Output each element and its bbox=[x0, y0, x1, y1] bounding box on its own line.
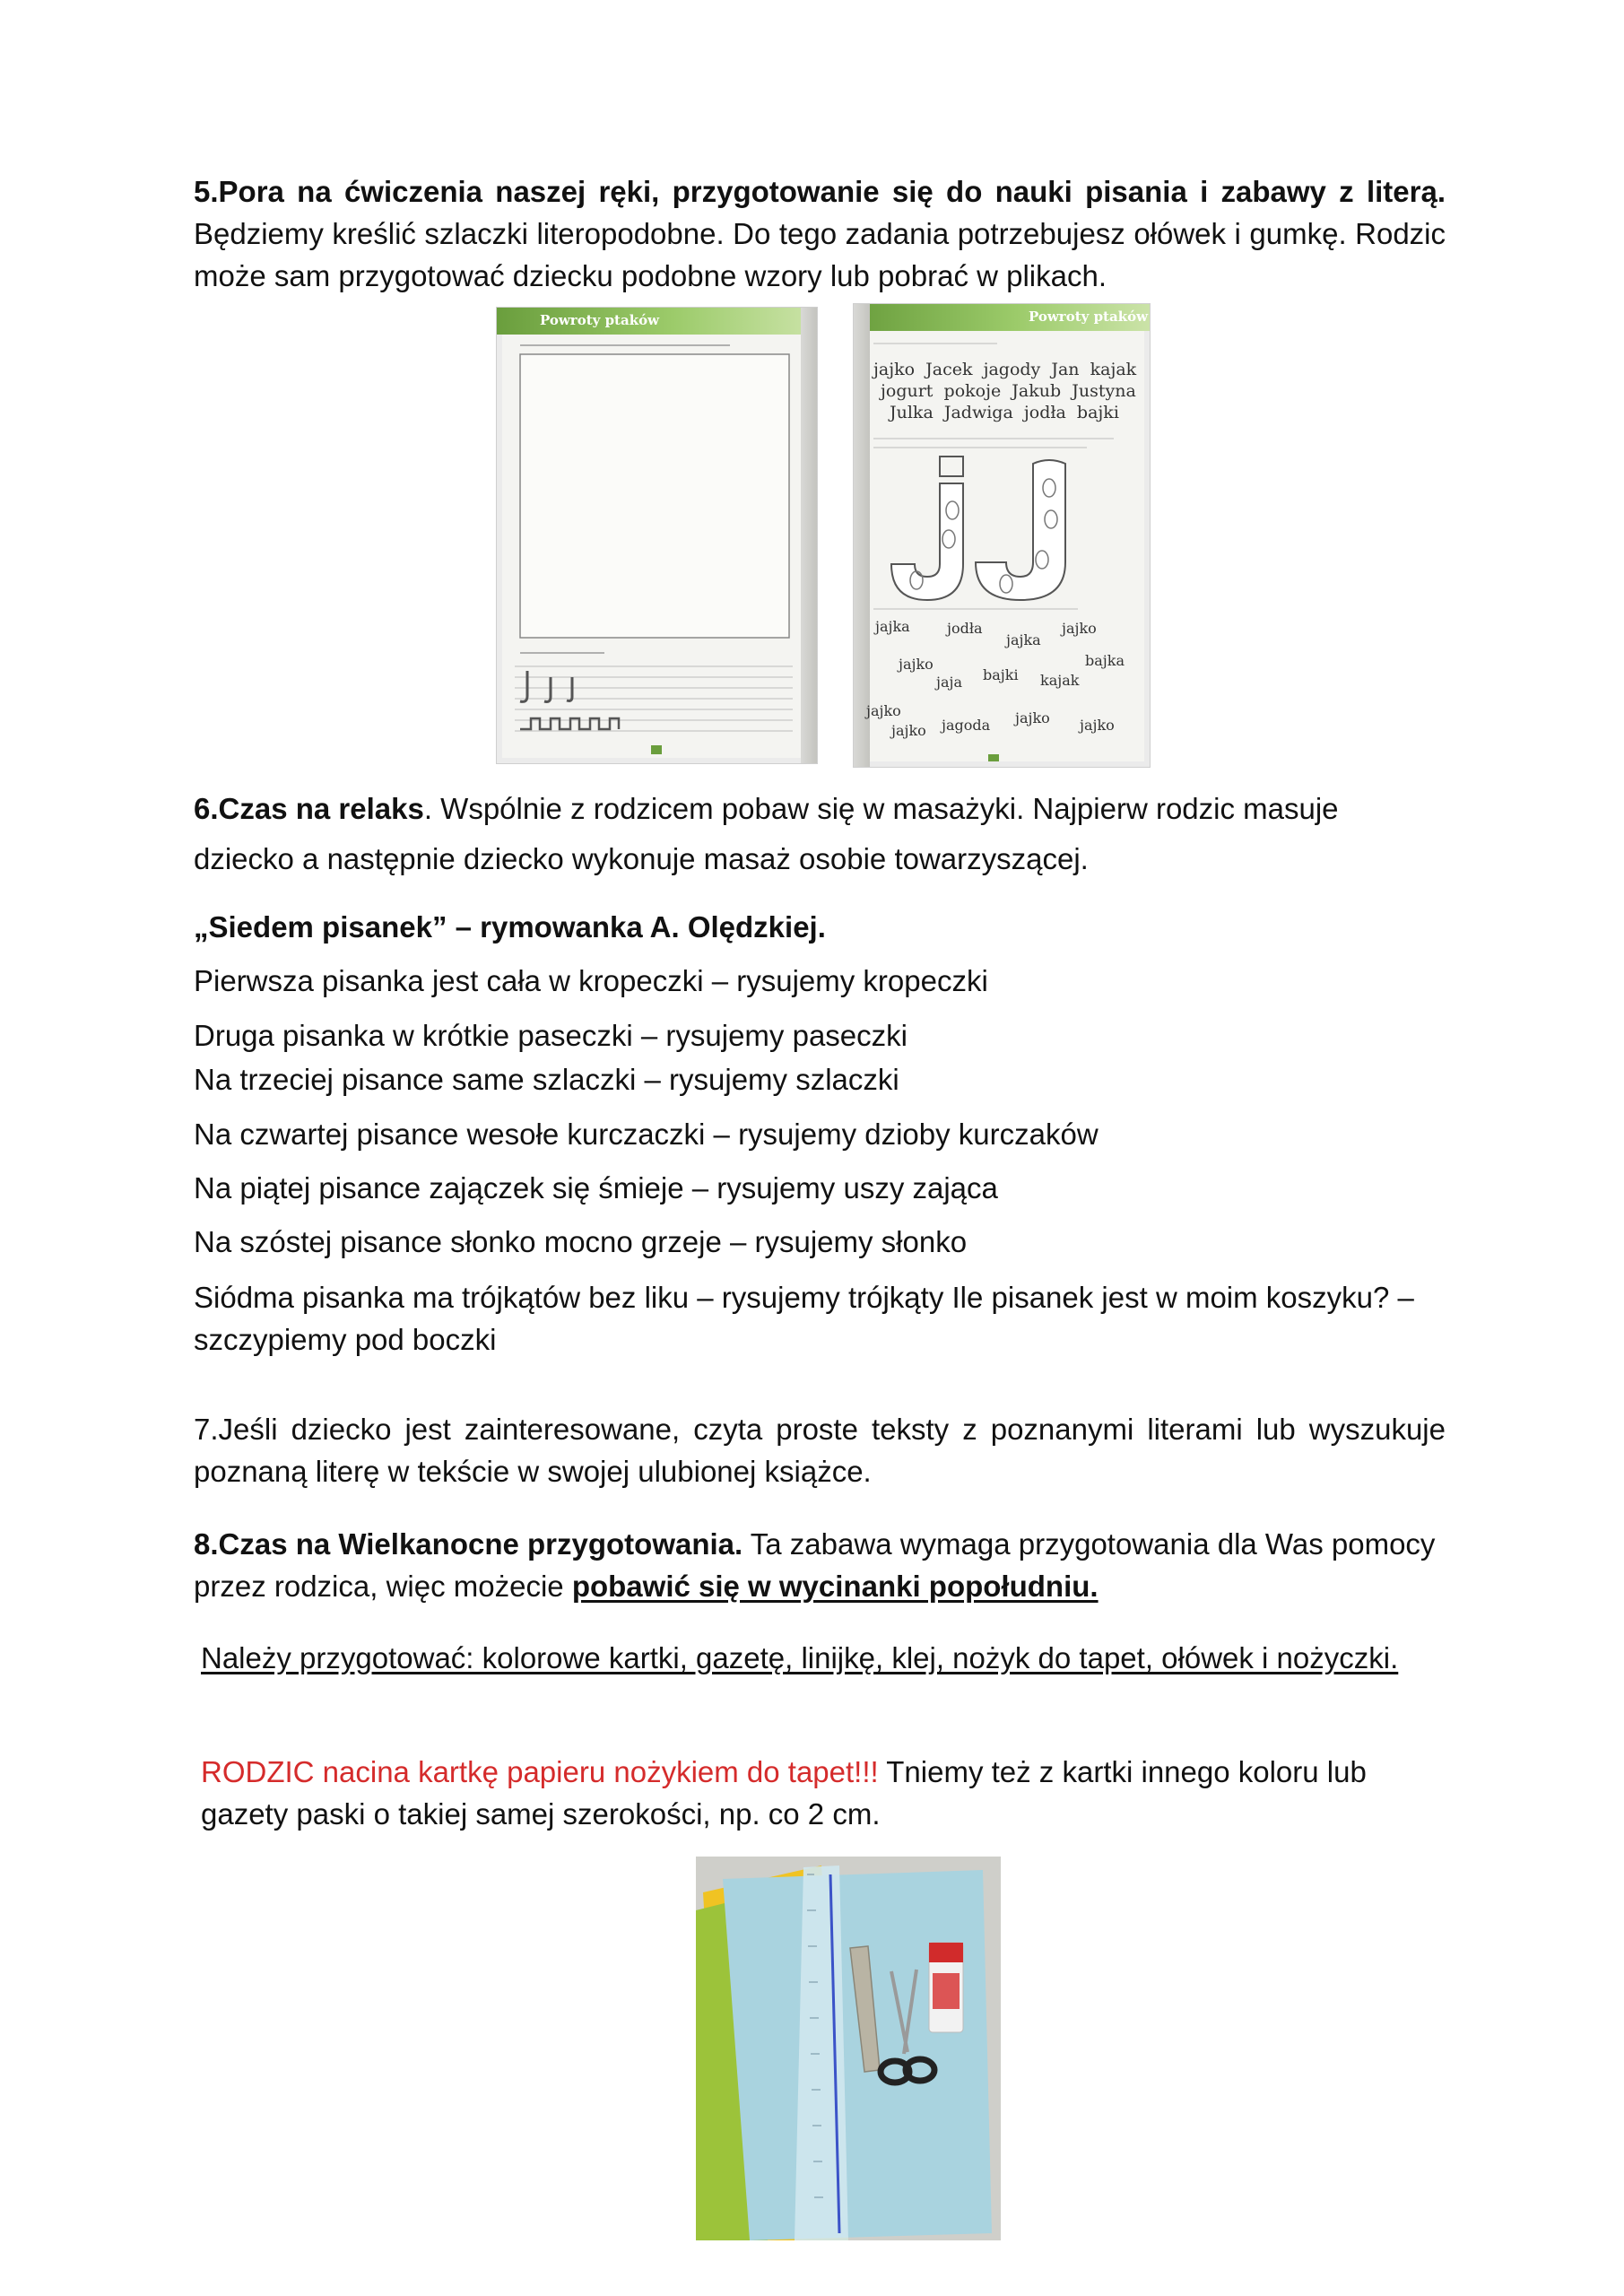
poem-title: „Siedem pisanek” – rymowanka A. Olędzkiej. bbox=[194, 910, 826, 944]
poem-line: Pierwsza pisanka jest cała w kropeczki – rysujemy kropeczki bbox=[194, 964, 988, 997]
poem-line: Na trzeciej pisance same szlaczki – rysujemy szlaczki bbox=[194, 1063, 899, 1096]
workbook-word: jajka bbox=[1006, 631, 1041, 648]
workbook-word: kajak bbox=[1040, 672, 1080, 689]
section-8-heading: 8.Czas na Wielkanocne przygotowania. bbox=[194, 1527, 743, 1561]
instruction-text: Tniemy też z kartki innego koloru lub gazety paski o takiej samej szerokości, np. co 2 cm. bbox=[201, 1755, 1367, 1831]
section-8-emphasis: pobawić się w wycinanki popołudniu. bbox=[571, 1570, 1099, 1603]
workbook-left-title: Powroty ptaków bbox=[540, 312, 660, 328]
workbook-left-drawing bbox=[497, 308, 817, 763]
workbook-word: jaja bbox=[936, 674, 962, 691]
section-8-instruction-paragraph bbox=[194, 1751, 1446, 1835]
section-6-paragraph bbox=[194, 784, 1446, 884]
workbook-word: jagoda bbox=[942, 717, 991, 734]
workbook-page-right-image bbox=[853, 303, 1151, 768]
poem-line: Na czwartej pisance wesołe kurczaczki – rysujemy dzioby kurczaków bbox=[194, 1118, 1099, 1151]
workbook-word: jajka bbox=[875, 618, 910, 635]
section-8-body: Ta zabawa wymaga przygotowania dla Was pomocy przez rodzica, więc możecie bbox=[194, 1527, 1436, 1603]
workbook-right-title: Powroty ptaków bbox=[1029, 309, 1149, 325]
workbook-word-row: jajko Jacek jagody Jan kajak bbox=[873, 360, 1137, 379]
warning-text: RODZIC nacina kartkę papieru nożykiem do tapet!!! bbox=[201, 1755, 879, 1788]
workbook-page-left-image bbox=[496, 307, 818, 764]
craft-supplies-drawing bbox=[696, 1857, 1001, 2240]
workbook-word: bajki bbox=[983, 666, 1019, 683]
materials-list: Należy przygotować: kolorowe kartki, gazetę, linijkę, klej, nożyk do tapet, ołówek i nożyczki. bbox=[201, 1641, 1399, 1674]
craft-supplies-photo bbox=[696, 1857, 1001, 2240]
poem-line: Druga pisanka w krótkie paseczki – rysujemy paseczki bbox=[194, 1019, 908, 1052]
poem-line: Na piątej pisance zajączek się śmieje – rysujemy uszy zająca bbox=[194, 1171, 998, 1205]
section-6-body-line-1: . Wspólnie z rodzicem pobaw się w masażyki. Najpierw rodzic masuje bbox=[423, 792, 1339, 825]
workbook-word-row: jogurt pokoje Jakub Justyna bbox=[881, 381, 1136, 401]
section-6-body-line-2: dziecko a następnie dziecko wykonuje masaż osobie towarzyszącej. bbox=[194, 842, 1089, 875]
workbook-word: jajko bbox=[866, 702, 901, 719]
workbook-word-row: Julka Jadwiga jodła bajki bbox=[890, 403, 1119, 422]
workbook-letter-j-drawing bbox=[854, 304, 1150, 767]
workbook-word: jajko bbox=[1015, 709, 1050, 726]
section-5-body: Będziemy kreślić szlaczki literopodobne. Do tego zadania potrzebujesz ołówek i gumkę. Rodzic może sam przygotować dziecku podobne wzory lub pobrać w plikach. bbox=[194, 217, 1446, 292]
workbook-word: jajko bbox=[899, 656, 934, 673]
workbook-word: bajka bbox=[1085, 652, 1125, 669]
workbook-word: jajko bbox=[1080, 717, 1115, 734]
poem-line: Siódma pisanka ma trójkątów bez liku – rysujemy trójkąty Ile pisanek jest w moim koszyku? – szczypiemy pod boczki bbox=[194, 1281, 1414, 1356]
section-7-paragraph: 7.Jeśli dziecko jest zainteresowane, czyta proste teksty z poznanymi literami lub wyszukuje poznaną literę w tekście w swojej ulubionej książce. bbox=[194, 1413, 1446, 1488]
poem-line: Na szóstej pisance słonko mocno grzeje – rysujemy słonko bbox=[194, 1225, 968, 1258]
workbook-word: jajko bbox=[1062, 620, 1097, 637]
workbook-word: jodła bbox=[947, 620, 983, 637]
workbook-word: jajko bbox=[891, 722, 926, 739]
section-5-paragraph bbox=[194, 170, 1446, 297]
section-5-heading: 5.Pora na ćwiczenia naszej ręki, przygotowanie się do nauki pisania i zabawy z literą. bbox=[194, 175, 1446, 208]
section-8-paragraph bbox=[194, 1523, 1446, 1607]
section-6-heading: 6.Czas na relaks bbox=[194, 792, 424, 825]
